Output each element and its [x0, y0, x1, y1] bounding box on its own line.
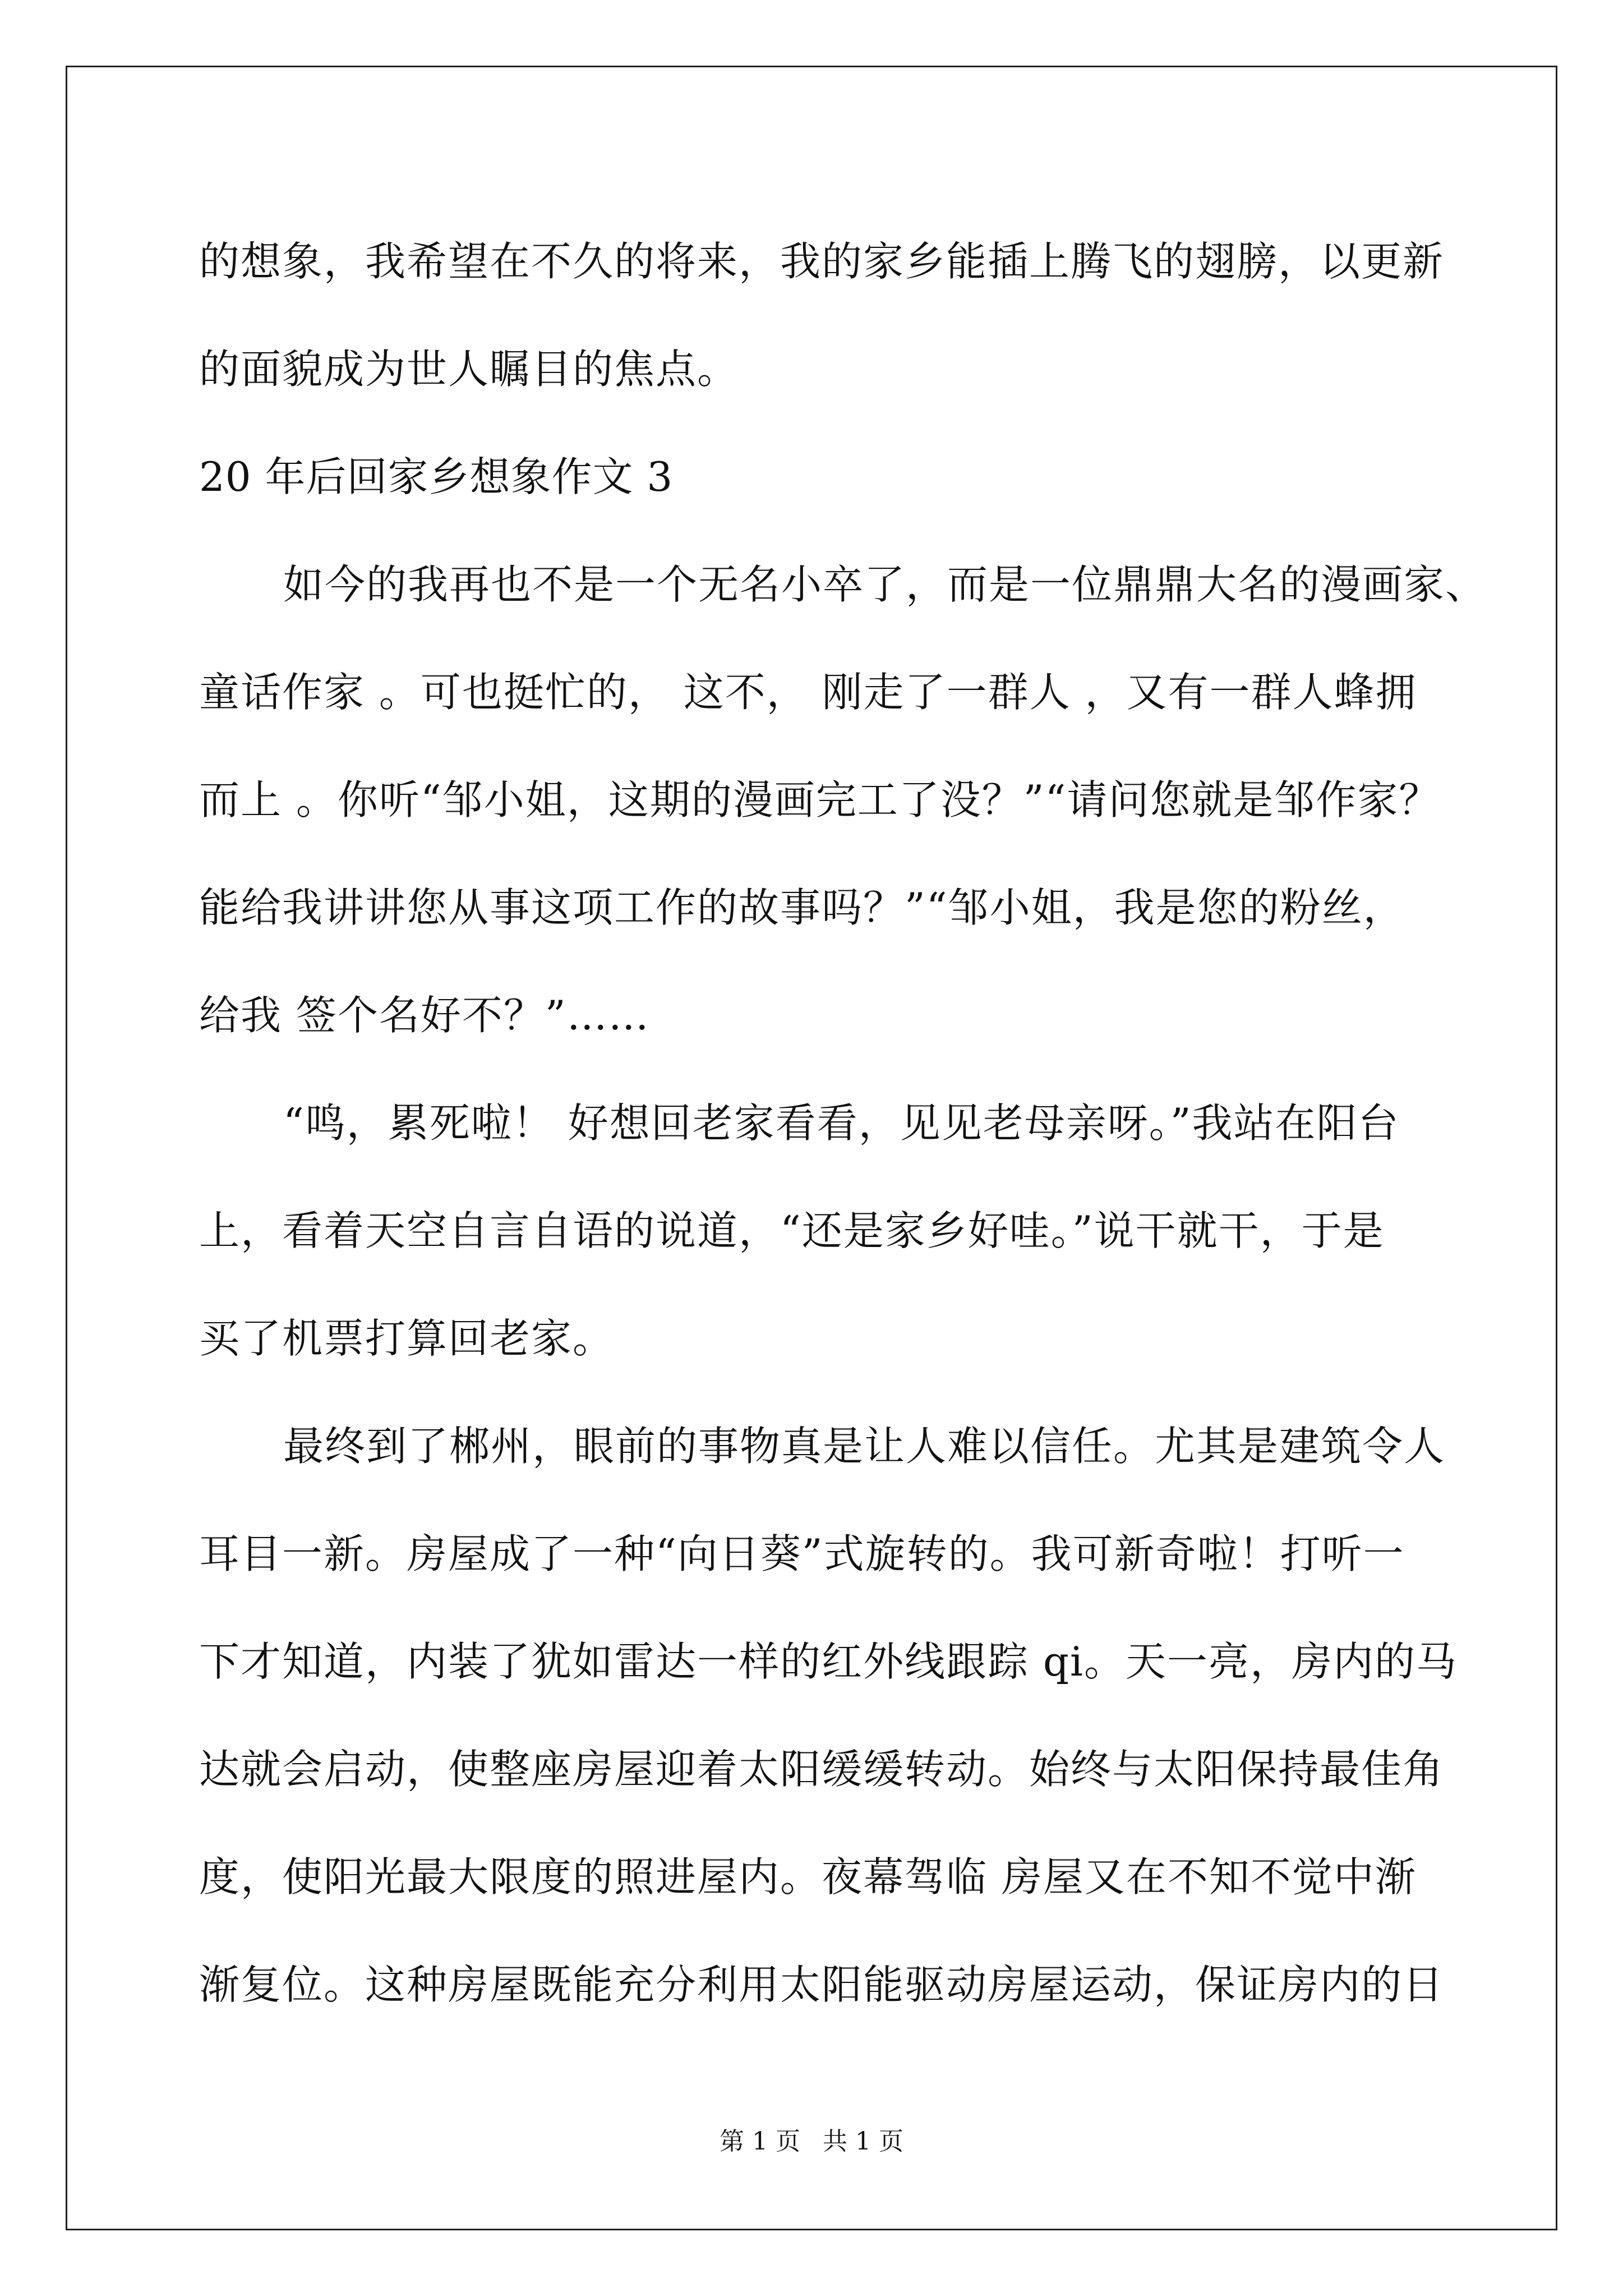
text-line: 度，使阳光最大限度的照进屋内。夜幕驾临 房屋又在不知不觉中渐	[199, 1853, 1417, 1901]
text-line: 给我 签个名好不？”……	[199, 992, 650, 1039]
paragraph-first-line: 如今的我再也不是一个无名小卒了，而是一位鼎鼎大名的漫画家、	[283, 561, 1487, 608]
text-line: 下才知道，内装了犹如雷达一样的红外线跟踪 qi。天一亮，房内的马	[199, 1638, 1458, 1685]
page-number: 第 1 页	[720, 2127, 800, 2156]
text-line: 买了机票打算回老家。	[199, 1315, 615, 1362]
paragraph-first-line: 最终到了郴州，眼前的事物真是让人难以信任。尤其是建筑令人	[283, 1423, 1446, 1470]
text-line: 的面貌成为世人瞩目的焦点。	[199, 346, 739, 393]
text-line: 的想象，我希望在不久的将来，我的家乡能插上腾飞的翅膀，以更新	[199, 238, 1445, 285]
page-footer	[0, 2125, 1623, 2159]
text-line: 耳目一新。房屋成了一种“向日葵”式旋转的。我可新奇啦！打听一	[199, 1530, 1405, 1577]
page-total: 共 1 页	[823, 2127, 903, 2156]
text-line: 达就会启动，使整座房屋迎着太阳缓缓转动。始终与太阳保持最佳角	[199, 1746, 1445, 1793]
text-line: 能给我讲讲您从事这项工作的故事吗？”“邹小姐，我是您的粉丝，	[199, 884, 1405, 931]
document-body	[199, 208, 1487, 2039]
text-line: 渐复位。这种房屋既能充分利用太阳能驱动房屋运动，保证房内的日	[199, 1961, 1445, 2008]
text-line: 上，看着天空自言自语的说道，“还是家乡好哇。”说干就干，于是	[199, 1207, 1385, 1254]
text-line: 童话作家 。可也挺忙的， 这不， 刚走了一群人 ，又有一群人蜂拥	[199, 669, 1417, 716]
paragraph-first-line: “鸣，累死啦！ 好想回老家看看，见见老母亲呀。”我站在阳台	[283, 1099, 1400, 1147]
text-line: 而上 。你听“邹小姐，这期的漫画完工了没？”“请问您就是邹作家？	[199, 776, 1441, 823]
section-heading: 20 年后回家乡想象作文 3	[199, 453, 674, 500]
